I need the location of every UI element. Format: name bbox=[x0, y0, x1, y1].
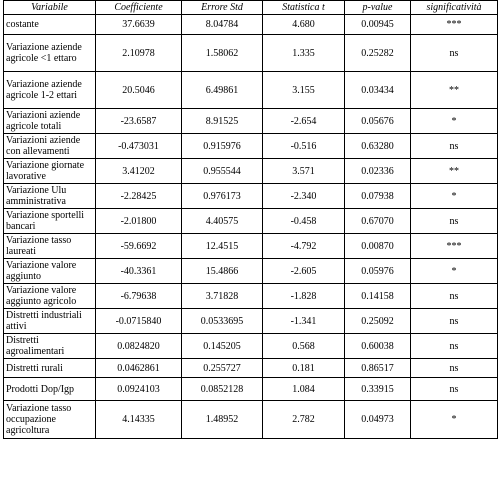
cell-p-value: 0.04973 bbox=[345, 401, 411, 439]
cell-t-statistic: 3.155 bbox=[263, 72, 345, 109]
cell-p-value: 0.14158 bbox=[345, 284, 411, 309]
cell-t-statistic: 0.568 bbox=[263, 334, 345, 359]
cell-t-statistic: -2.654 bbox=[263, 109, 345, 134]
cell-std-error: 0.0852128 bbox=[182, 378, 263, 401]
cell-coefficient: 0.0462861 bbox=[96, 359, 182, 378]
cell-coefficient: -23.6587 bbox=[96, 109, 182, 134]
cell-coefficient: -2.01800 bbox=[96, 209, 182, 234]
cell-std-error: 0.0533695 bbox=[182, 309, 263, 334]
cell-p-value: 0.33915 bbox=[345, 378, 411, 401]
cell-variable: Variazione valore aggiunto agricolo bbox=[4, 284, 96, 309]
cell-significance: * bbox=[411, 259, 498, 284]
header-statistica-t: Statistica t bbox=[263, 1, 345, 15]
cell-p-value: 0.00870 bbox=[345, 234, 411, 259]
cell-coefficient: 0.0824820 bbox=[96, 334, 182, 359]
cell-coefficient: -6.79638 bbox=[96, 284, 182, 309]
cell-coefficient: 4.14335 bbox=[96, 401, 182, 439]
cell-p-value: 0.25282 bbox=[345, 35, 411, 72]
cell-significance: ** bbox=[411, 159, 498, 184]
cell-variable: Variazione tasso laureati bbox=[4, 234, 96, 259]
cell-variable: Variazioni aziende agricole totali bbox=[4, 109, 96, 134]
cell-p-value: 0.05676 bbox=[345, 109, 411, 134]
cell-variable: Variazione valore aggiunto bbox=[4, 259, 96, 284]
cell-std-error: 8.04784 bbox=[182, 15, 263, 35]
regression-table-container bbox=[3, 0, 498, 439]
cell-variable: Prodotti Dop/Igp bbox=[4, 378, 96, 401]
cell-significance: * bbox=[411, 401, 498, 439]
cell-t-statistic: 1.084 bbox=[263, 378, 345, 401]
regression-results-table bbox=[3, 0, 498, 439]
cell-significance: * bbox=[411, 109, 498, 134]
cell-significance: *** bbox=[411, 15, 498, 35]
cell-coefficient: -59.6692 bbox=[96, 234, 182, 259]
cell-t-statistic: -0.458 bbox=[263, 209, 345, 234]
cell-variable: Variazione tasso occupazione agricoltura bbox=[4, 401, 96, 439]
header-errore-std: Errore Std bbox=[182, 1, 263, 15]
cell-std-error: 0.255727 bbox=[182, 359, 263, 378]
cell-variable: Variazione aziende agricole <1 ettaro bbox=[4, 35, 96, 72]
cell-std-error: 0.976173 bbox=[182, 184, 263, 209]
cell-p-value: 0.00945 bbox=[345, 15, 411, 35]
cell-std-error: 0.955544 bbox=[182, 159, 263, 184]
cell-std-error: 0.915976 bbox=[182, 134, 263, 159]
table-row bbox=[4, 109, 498, 134]
table-row bbox=[4, 134, 498, 159]
cell-coefficient: 0.0924103 bbox=[96, 378, 182, 401]
cell-significance: ns bbox=[411, 134, 498, 159]
table-row bbox=[4, 15, 498, 35]
cell-coefficient: 2.10978 bbox=[96, 35, 182, 72]
cell-t-statistic: 2.782 bbox=[263, 401, 345, 439]
table-row bbox=[4, 334, 498, 359]
cell-variable: Variazione sportelli bancari bbox=[4, 209, 96, 234]
cell-t-statistic: -1.341 bbox=[263, 309, 345, 334]
header-coefficiente: Coefficiente bbox=[96, 1, 182, 15]
cell-significance: ns bbox=[411, 284, 498, 309]
table-row bbox=[4, 259, 498, 284]
cell-std-error: 8.91525 bbox=[182, 109, 263, 134]
cell-p-value: 0.05976 bbox=[345, 259, 411, 284]
table-row bbox=[4, 401, 498, 439]
cell-variable: Distretti industriali attivi bbox=[4, 309, 96, 334]
cell-std-error: 1.58062 bbox=[182, 35, 263, 72]
cell-coefficient: -2.28425 bbox=[96, 184, 182, 209]
cell-p-value: 0.86517 bbox=[345, 359, 411, 378]
table-row bbox=[4, 184, 498, 209]
cell-std-error: 6.49861 bbox=[182, 72, 263, 109]
cell-p-value: 0.67070 bbox=[345, 209, 411, 234]
cell-variable: Distretti agroalimentari bbox=[4, 334, 96, 359]
cell-significance: * bbox=[411, 184, 498, 209]
table-row bbox=[4, 234, 498, 259]
cell-t-statistic: -2.605 bbox=[263, 259, 345, 284]
cell-coefficient: -40.3361 bbox=[96, 259, 182, 284]
cell-variable: costante bbox=[4, 15, 96, 35]
cell-significance: ns bbox=[411, 359, 498, 378]
cell-p-value: 0.60038 bbox=[345, 334, 411, 359]
cell-t-statistic: -2.340 bbox=[263, 184, 345, 209]
cell-p-value: 0.02336 bbox=[345, 159, 411, 184]
cell-coefficient: -0.473031 bbox=[96, 134, 182, 159]
cell-significance: ns bbox=[411, 334, 498, 359]
cell-p-value: 0.63280 bbox=[345, 134, 411, 159]
table-row bbox=[4, 159, 498, 184]
cell-variable: Variazione aziende agricole 1-2 ettari bbox=[4, 72, 96, 109]
cell-std-error: 1.48952 bbox=[182, 401, 263, 439]
cell-significance: ns bbox=[411, 309, 498, 334]
cell-t-statistic: 4.680 bbox=[263, 15, 345, 35]
cell-variable: Distretti rurali bbox=[4, 359, 96, 378]
cell-t-statistic: -0.516 bbox=[263, 134, 345, 159]
table-row bbox=[4, 359, 498, 378]
table-row bbox=[4, 309, 498, 334]
table-header-row bbox=[4, 1, 498, 15]
cell-significance: ns bbox=[411, 378, 498, 401]
cell-std-error: 15.4866 bbox=[182, 259, 263, 284]
cell-coefficient: 20.5046 bbox=[96, 72, 182, 109]
cell-significance: ns bbox=[411, 209, 498, 234]
cell-t-statistic: -1.828 bbox=[263, 284, 345, 309]
cell-coefficient: 3.41202 bbox=[96, 159, 182, 184]
header-p-value: p-value bbox=[345, 1, 411, 15]
cell-t-statistic: 0.181 bbox=[263, 359, 345, 378]
cell-p-value: 0.25092 bbox=[345, 309, 411, 334]
table-row bbox=[4, 35, 498, 72]
cell-std-error: 3.71828 bbox=[182, 284, 263, 309]
cell-std-error: 0.145205 bbox=[182, 334, 263, 359]
cell-p-value: 0.07938 bbox=[345, 184, 411, 209]
table-row bbox=[4, 378, 498, 401]
cell-t-statistic: -4.792 bbox=[263, 234, 345, 259]
cell-std-error: 4.40575 bbox=[182, 209, 263, 234]
cell-t-statistic: 3.571 bbox=[263, 159, 345, 184]
cell-significance: ns bbox=[411, 35, 498, 72]
cell-significance: *** bbox=[411, 234, 498, 259]
header-significativita: significatività bbox=[411, 1, 498, 15]
table-row bbox=[4, 72, 498, 109]
table-row bbox=[4, 284, 498, 309]
table-row bbox=[4, 209, 498, 234]
cell-variable: Variazione giornate lavorative bbox=[4, 159, 96, 184]
cell-variable: Variazione Ulu amministrativa bbox=[4, 184, 96, 209]
cell-std-error: 12.4515 bbox=[182, 234, 263, 259]
cell-variable: Variazioni aziende con allevamenti bbox=[4, 134, 96, 159]
cell-coefficient: -0.0715840 bbox=[96, 309, 182, 334]
cell-t-statistic: 1.335 bbox=[263, 35, 345, 72]
table-body bbox=[4, 15, 498, 439]
cell-p-value: 0.03434 bbox=[345, 72, 411, 109]
cell-significance: ** bbox=[411, 72, 498, 109]
cell-coefficient: 37.6639 bbox=[96, 15, 182, 35]
header-variabile: Variabile bbox=[4, 1, 96, 15]
